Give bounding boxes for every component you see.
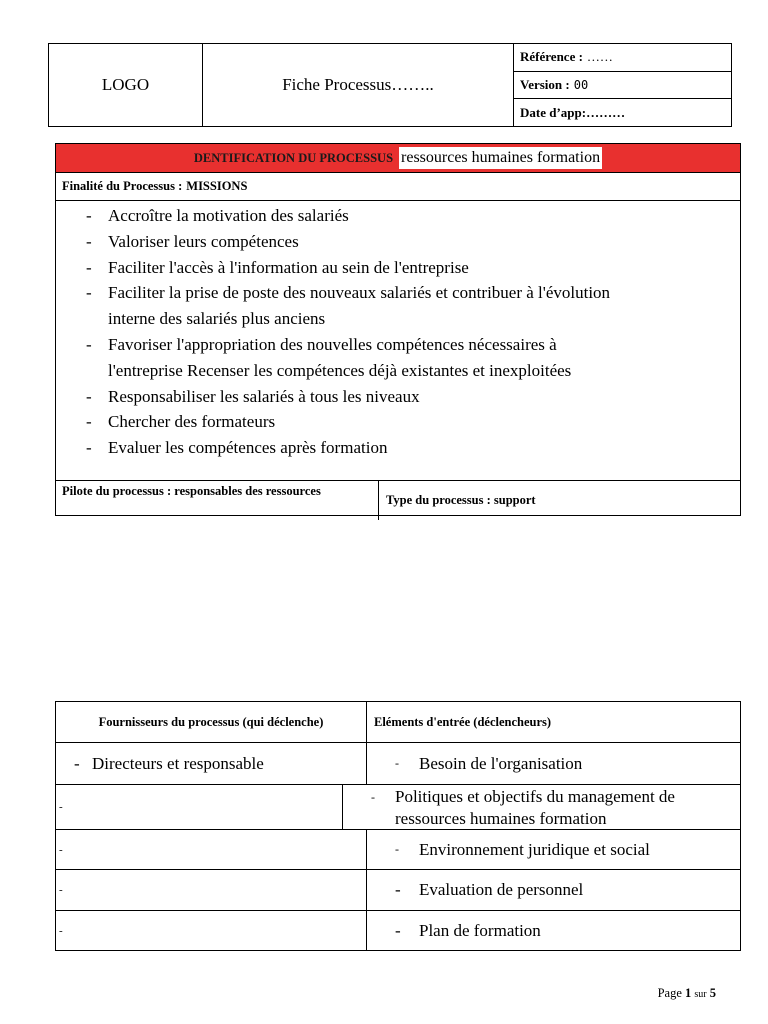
inputs-column-header: Eléments d'entrée (déclencheurs) (374, 714, 552, 729)
finalite-value: MISSIONS (186, 179, 248, 193)
missions-list (56, 201, 740, 481)
input-cell: Politiques et objectifs du management de ressources humaines formation (395, 787, 675, 828)
document-header (48, 43, 732, 127)
supplier-cell: Directeurs et responsable (92, 753, 264, 773)
process-name: ressources humaines formation (399, 147, 602, 169)
list-item: - Evaluer les compétences après formation (86, 438, 388, 458)
list-item: - Accroître la motivation des salariés (86, 206, 349, 225)
suppliers-inputs-table (55, 701, 741, 951)
list-item-continuation: interne des salariés plus anciens (108, 309, 326, 329)
table-row: - - Politiques et objectifs du management de ressources humaines formation (56, 785, 740, 830)
table-row: - - Evaluation de personnel (56, 870, 740, 911)
input-cell: Evaluation de personnel (419, 880, 584, 899)
table-row: - Directeurs et responsable - Besoin de l'organisation (56, 743, 740, 785)
reference-field: Référence : …… (514, 44, 731, 72)
pilot-type-row (56, 481, 740, 520)
list-item: - Valoriser leurs compétences (86, 231, 299, 251)
table-header-row (56, 702, 740, 743)
pilote-cell: Pilote du processus : responsables des ressources (56, 481, 379, 520)
finalite-row: Finalité du Processus : MISSIONS (56, 173, 740, 201)
table-row: - - Plan de formation (56, 911, 740, 950)
input-cell: Besoin de l'organisation (419, 753, 583, 773)
version-field: Version : 00 (514, 72, 731, 100)
list-item: - Responsabiliser les salariés à tous les niveaux (86, 386, 420, 406)
list-item: - Favoriser l'appropriation des nouvelles compétences nécessaires à (86, 334, 557, 354)
list-item: - Chercher des formateurs (86, 412, 276, 432)
page-number: Page 1 sur 5 (657, 986, 716, 1000)
type-cell: Type du processus : support (386, 493, 536, 507)
list-item: - Faciliter la prise de poste des nouveaux salariés et contribuer à l'évolution (86, 283, 611, 303)
input-cell: Environnement juridique et social (419, 839, 650, 859)
identification-label: DENTIFICATION DU PROCESSUS (193, 150, 394, 165)
list-item-continuation: l'entreprise Recenser les compétences déjà existantes et inexploitées (108, 360, 572, 380)
logo-placeholder: LOGO (49, 44, 203, 126)
identification-heading (56, 144, 740, 173)
input-cell: Plan de formation (419, 920, 541, 940)
process-identification-table (55, 143, 741, 516)
document-title: Fiche Processus…….. (203, 44, 514, 126)
suppliers-column-header: Fournisseurs du processus (qui déclenche) (56, 702, 367, 742)
date-field: Date d’app:……… (520, 104, 626, 120)
list-item: - Faciliter l'accès à l'information au sein de l'entreprise (86, 257, 469, 277)
table-row: - - Environnement juridique et social (56, 830, 740, 870)
document-meta (514, 44, 731, 126)
